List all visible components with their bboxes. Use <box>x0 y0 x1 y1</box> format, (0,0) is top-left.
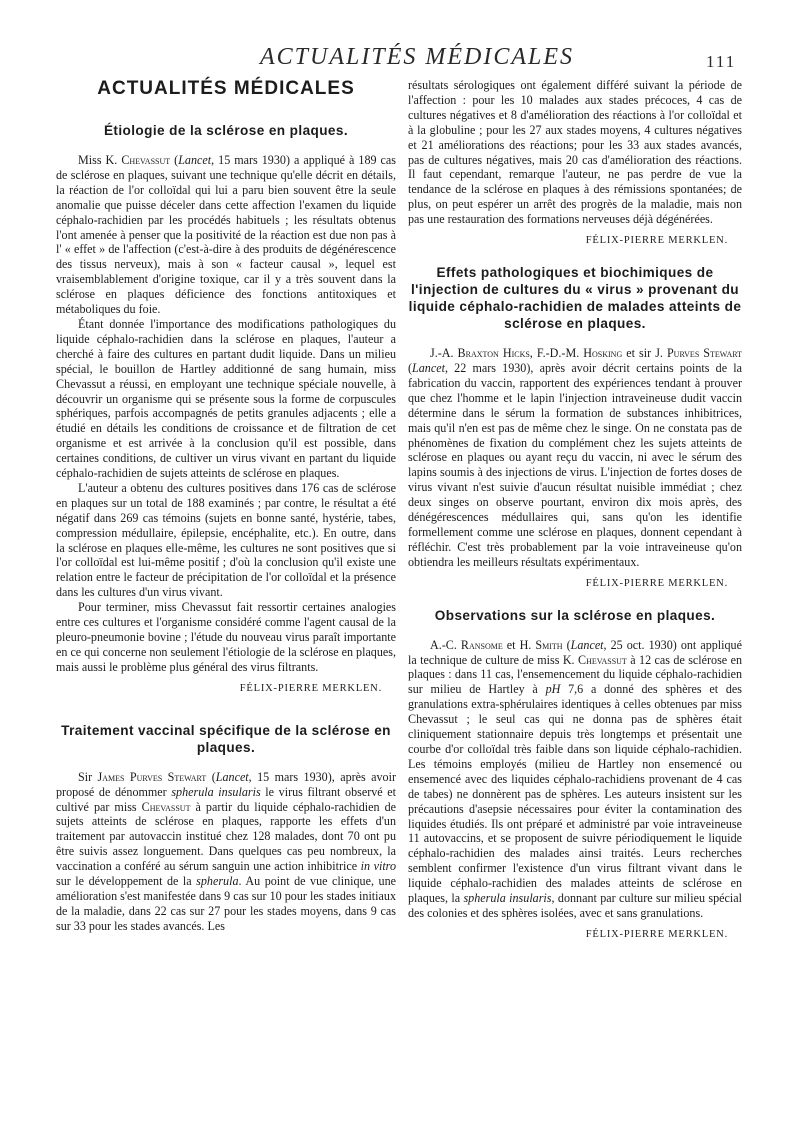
page-number: 111 <box>706 52 737 71</box>
article-2-signature: FÉLIX-PIERRE MERKLEN. <box>585 235 728 247</box>
article-2 <box>56 722 396 934</box>
article-3-title: Effets pathologiques et biochimiques de l'injection de cultures du « virus » provenant du liquide céphalo-rachidien de malades atteints de sclérose en plaques. <box>408 265 742 332</box>
journal-name: Lancet <box>178 153 212 167</box>
article-1-paragraph-3: L'auteur a obtenu des cultures positives dans 176 cas de sclérose en plaques sur un total de 188 examinés ; par contre, le résultat a été négatif dans 269 cas témoins (sujets en bonne santé, hystérie, tabes, compression médullaire, épilepsie, encéphalite, etc.). En outre, dans la sclérose en plaques elle-même, les cultures ne sont positives que si l'or colloïdal est lui-même positif ; d'où la conclusion qu'il existe une relation entre le facteur de précipitation de l'or colloïdal et la présence dans les cultures d'un virus vivant. <box>56 480 396 600</box>
running-title: ACTUALITÉS MÉDICALES <box>260 44 575 70</box>
section-title: ACTUALITÉS MÉDICALES <box>97 78 355 99</box>
left-column <box>56 70 396 934</box>
author-name: J.-A. Braxton Hicks, F.-D.-M. Hosking <box>430 346 623 361</box>
term: pH <box>545 682 561 697</box>
article-1-paragraph-2: Étant donnée l'importance des modifications pathologiques du liquide céphalo-rachidien dans la sclérose en plaques, l'auteur a cherché à faire des cultures en partant dudit liquide. Dans un milieu spécial, le bouillon de Hartley additionné de sang humain, miss Chevassut a réussi, en employant une technique spéciale nouvelle, à découvrir un organisme qui se présente sous la forme de corpuscules sphériques, parfois accompagnés de petits granules adjacents ; elle a étudié en détails les conditions de croissance et de filtration de cet organisme et est arrivée à la conclusion qu'il est possible, dans certaines conditions, de cultiver un virus vivant en partant du liquide céphalo-rachidien de sujets atteints de sclérose en plaques. <box>56 316 396 481</box>
article-1-title: Étiologie de la sclérose en plaques. <box>103 123 349 138</box>
author-name: Chevassut <box>141 799 191 814</box>
author-name: K. Chevassut <box>105 153 171 167</box>
article-4 <box>408 607 742 940</box>
article-2-title: Traitement vaccinal spécifique de la sclérose en plaques. <box>61 722 391 755</box>
author-name: K. Chevassut <box>562 652 627 667</box>
article-1-paragraph-4: Pour terminer, miss Chevassut fait ressortir certaines analogies entre ces cultures et l'organisme considéré comme l'agent causal de la pleuro-pneumonie bovine ; l'étude du nouveau virus paraît importante en ce qui concerne non seulement l'étiologie de la sclérose en plaques, mais aussi le problème plus général des virus filtrants. <box>56 600 397 674</box>
article-4-signature: FÉLIX-PIERRE MERKLEN. <box>585 928 728 940</box>
article-1-paragraph-1: Miss K. Chevassut (Lancet, 15 mars 1930) a appliqué à 189 cas de sclérose en plaques, suivant une technique qu'elle décrit en détails, la réaction de l'or colloïdal qui lui a paru bien souvent être la seule anomalie que puisse déceler dans cette affection l'examen du liquide céphalo-rachidien par les procédés habituels ; les résultats obtenus l'ont amenée à penser que la positivité de la réaction est due non pas à l' « effet » de l'affection (c'est-à-dire à des produits de dégénérescence des tissus nerveux), mais à son « facteur causal », lequel est vraisemblablement d'origine toxique, car il y a très souvent dans la sclérose en plaques déficience des fonctions antitoxiques et métaboliques du foie. <box>56 153 396 317</box>
article-1 <box>56 122 396 694</box>
author-name: H. Smith <box>519 637 563 652</box>
term: spherula <box>196 874 239 889</box>
article-3-paragraph-1: J.-A. Braxton Hicks, F.-D.-M. Hosking et sir J. Purves Stewart (Lancet, 22 mars 1930), après avoir décrit certains points de la fabrication du vaccin, rapportent des expériences tendant à prouver que chez l'homme et le lapin l'injection intraveineuse dudit vaccin détermine dans le sérum la formation de substances inhibitrices, mais qu'il n'en est pas de même chez le singe. On ne constata pas de phénomènes de fixation du complément chez les sujets atteints de sclérose en plaques ou ayant reçu du vaccin, ni avec le sérum des lapins soumis à des injections de virus. L'injection de fortes doses de virus vivant n'est suivie d'aucun résultat nuisible immédiat ; chez deux singes on observe pourtant, environ dix mois après, des dénégérescences médullaires qui, sans qu'on les identifie formellement comme une sclérose en plaques, donnent cependant à réfléchir. C'est très probablement par la voie intraveineuse qu'on obtiendra les meilleurs résultats expérimentaux. <box>408 346 742 569</box>
article-1-signature: FÉLIX-PIERRE MERKLEN. <box>239 682 382 694</box>
term: spherula insularis <box>171 784 261 799</box>
right-column <box>408 78 742 958</box>
term: in vitro <box>360 859 396 874</box>
author-name: J. Purves Stewart <box>655 346 742 361</box>
journal-name: Lancet <box>412 360 445 375</box>
journal-name: Lancet <box>570 637 604 652</box>
article-3-signature: FÉLIX-PIERRE MERKLEN. <box>585 577 728 589</box>
journal-name: Lancet <box>215 769 249 784</box>
article-4-title: Observations sur la sclérose en plaques. <box>434 607 716 623</box>
term: spherula insularis <box>463 891 552 906</box>
article-2-paragraph-1-continued: résultats sérologiques ont également différé suivant la période de l'affection : pour les 10 malades aux stades précoces, 4 cas de cultures négatives et 8 d'amélioration des réactions à l'or colloïdal et à la globuline ; pour les 27 aux stades moyens, 4 cultures négatives et 21 améliorations des réactions; pour les 33 aux stades avancés, pas de cultures négatives, mais 20 cas d'amélioration des réactions. Il faut cependant, remarque l'auteur, ne pas perdre de vue la tendance de la sclérose en plaques à des rémissions spontanées; de plus, on peut espérer un arrêt des progrès de la maladie, mais non pas une restauration des formations nerveuses déjà dégénérées. <box>408 78 742 227</box>
author-name: A.-C. Ransome <box>430 637 503 652</box>
article-2-paragraph-1: Sir James Purves Stewart (Lancet, 15 mars 1930), après avoir proposé de dénommer spherula insularis le virus filtrant observé et cultivé par miss Chevassut à partir du liquide céphalo-rachidien de sujets atteints de sclérose en plaques, rapporte les effets d'un traitement par autovaccin institué chez 128 malades, dont 70 ont pu être suivis assez longuement. Dans quelques cas peu nombreux, la vaccination a conféré au sérum sanguin une action inhibitrice in vitro sur le développement de la spherula. Au point de vue clinique, une amélioration s'est manifestée dans 9 cas sur 10 pour les stades initiaux de la maladie, dans 22 cas sur 27 pour les stades moyens, dans 9 cas sur 33 pour les stades avancés. Les <box>56 769 397 933</box>
article-4-paragraph-1: A.-C. Ransome et H. Smith (Lancet, 25 oct. 1930) ont appliqué la technique de culture de miss K. Chevassut à 12 cas de sclérose en plaques : dans 11 cas, l'ensemencement du liquide céphalo-rachidien sur milieu de Hartley à pH 7,6 a donné des sphères et des granulations extra-sphérulaires identiques à celles obtenues par miss Chevassut ; le seul cas qui ne donna pas de sphères était cliniquement stationnaire depuis très longtemps et présentait une courbe d'or colloïdal très faible dans son liquide céphalo-rachidien. Les témoins employés (milieu de Hartley non ensemencé ou ensemencé avec des liquides céphalo-rachidiens provenant de 4 cas de tabes) ne donnèrent pas de sphères. Les auteurs insistent sur les précautions d'asepsie nécessaires pour éviter la contamination des liquides étudiés. Ils ont préparé et administré par voie intraveineuse 11 autovaccins, et se proposent de suivre périodiquement le liquide céphalo-rachidien des malades ainsi traités. Leurs recherches semblent confirmer l'existence d'un virus filtrant vivant dans le liquide céphalo-rachidien des malades atteints de sclérose en plaques, la spherula insularis, donnant par culture sur milieu spécial des colonies et des sphères isolées, avec et sans granulations. <box>408 637 743 920</box>
author-name: James Purves Stewart <box>97 769 207 784</box>
article-3 <box>408 264 742 589</box>
